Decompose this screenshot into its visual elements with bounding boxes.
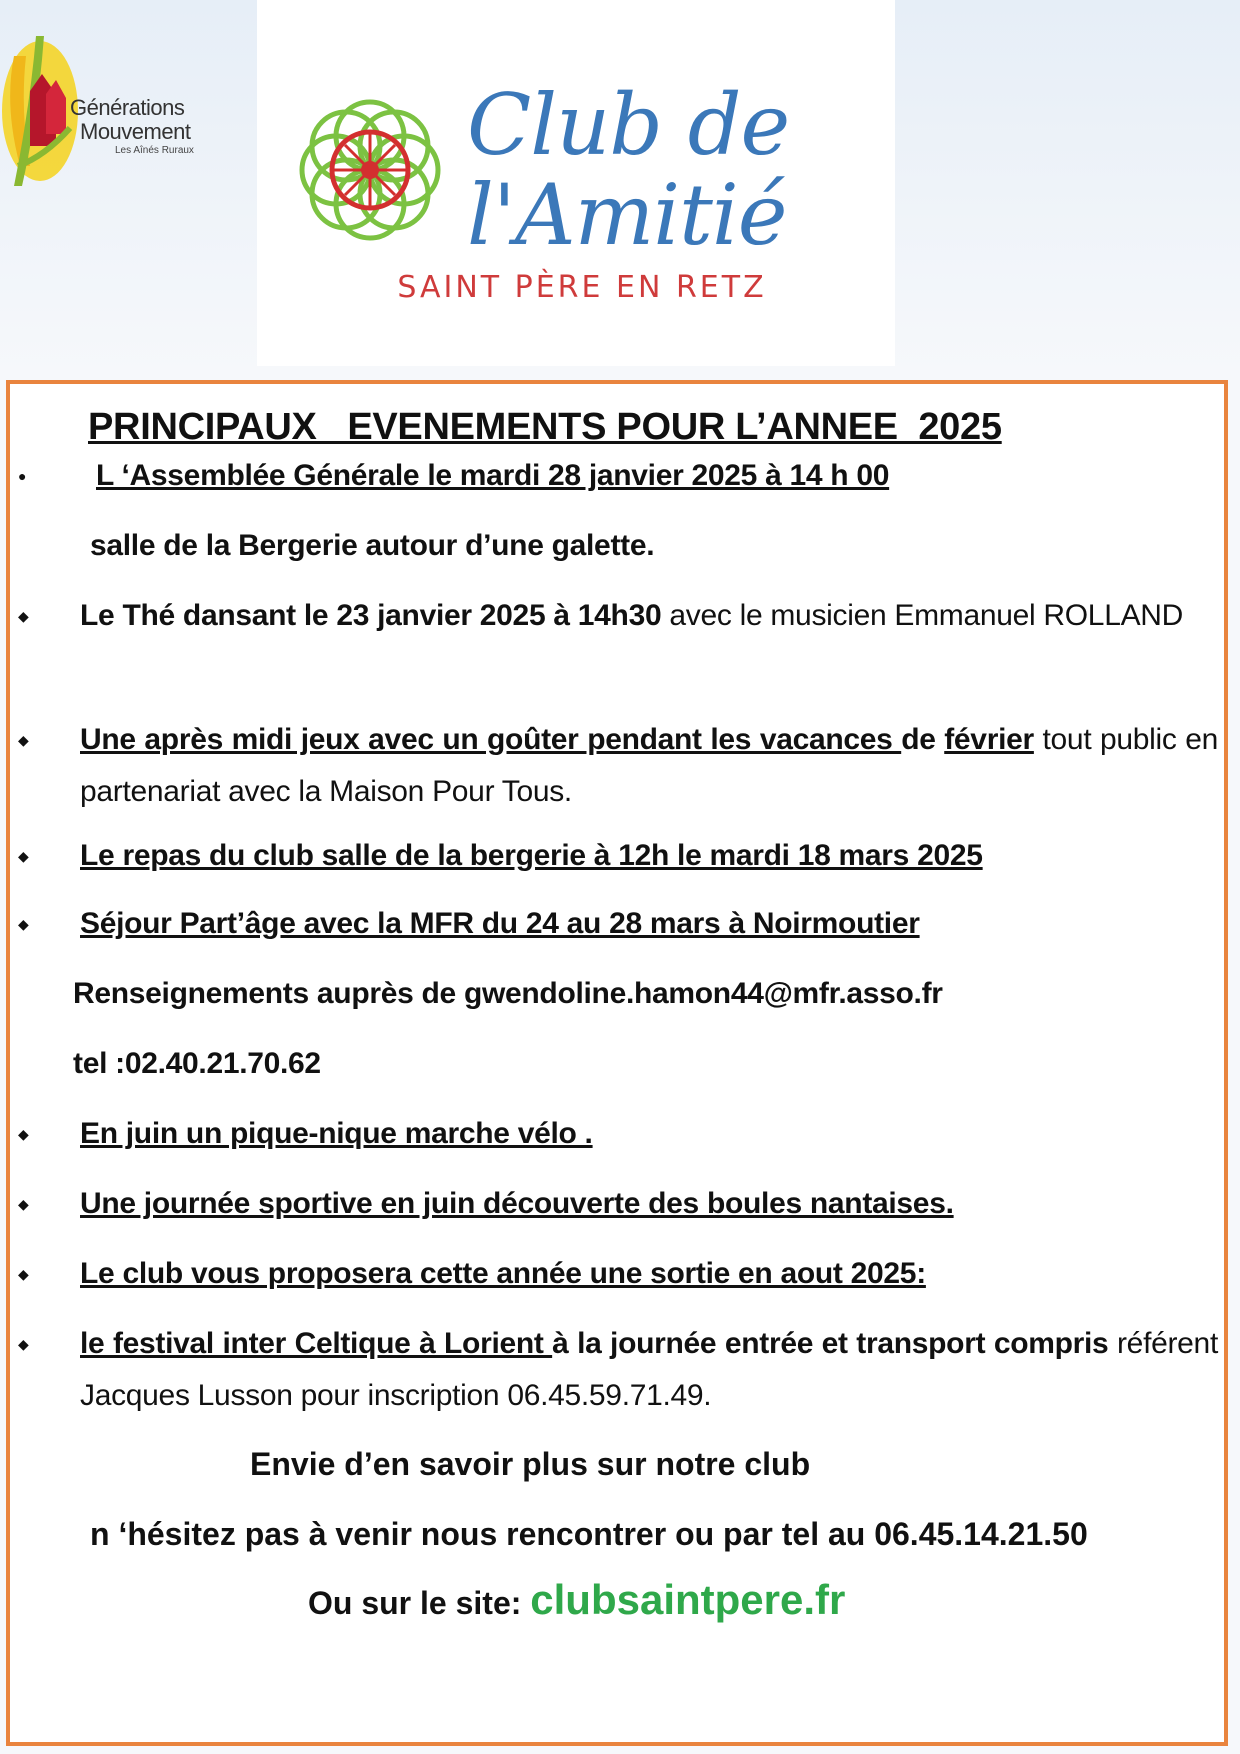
bullet-diamond-icon: ◆ bbox=[18, 1336, 29, 1352]
event-assemblee-title: L ‘Assemblée Générale le mardi 28 janvier 2025 à 14 h 00 bbox=[96, 459, 890, 492]
event-jeux-title: Une après midi jeux avec un goûter pendant les vacances bbox=[80, 723, 902, 756]
footer-line2: n ‘hésitez pas à venir nous rencontrer ou par tel au 06.45.14.21.50 bbox=[90, 1516, 1088, 1552]
club-town: SAINT PÈRE EN RETZ bbox=[397, 270, 767, 305]
event-repas-title: Le repas du club salle de la bergerie à 12h le mardi 18 mars 2025 bbox=[80, 839, 983, 872]
page-title: PRINCIPAUX EVENEMENTS POUR L’ANNEE 2025 bbox=[88, 406, 1002, 448]
event-assemblee-detail: salle de la Bergerie autour d’une galette. bbox=[90, 529, 655, 562]
club-logo bbox=[257, 0, 895, 366]
event-festival-title: le festival inter Celtique à Lorient bbox=[80, 1327, 553, 1360]
club-name-line1: Club de bbox=[467, 76, 790, 174]
bullet-diamond-icon: ◆ bbox=[18, 732, 29, 748]
event-festival-included: à la journée entrée et transport compris bbox=[552, 1327, 1109, 1360]
footer-line1: Envie d’en savoir plus sur notre club bbox=[250, 1446, 811, 1482]
bullet-diamond-icon: ◆ bbox=[18, 848, 29, 864]
event-pique-nique-title: En juin un pique-nique marche vélo . bbox=[80, 1117, 593, 1150]
club-website-link[interactable]: clubsaintpere.fr bbox=[530, 1576, 846, 1623]
gm-logo-line2: Mouvement bbox=[80, 119, 191, 144]
bullet-diamond-icon: ◆ bbox=[18, 1266, 29, 1282]
bullet-dot-icon: ● bbox=[18, 468, 27, 484]
event-sortie-title: Le club vous proposera cette année une sortie en aout 2025: bbox=[80, 1257, 926, 1290]
bullet-diamond-icon: ◆ bbox=[18, 608, 29, 624]
bullet-diamond-icon: ◆ bbox=[18, 1196, 29, 1212]
footer-site-line bbox=[10, 1574, 1224, 1629]
footer-site-label: Ou sur le site: bbox=[308, 1585, 531, 1621]
flower-rosette-icon bbox=[292, 92, 448, 248]
event-jeux-detail: tout public en partenariat avec la Maison Pour Tous. bbox=[80, 723, 1218, 808]
event-jeux-month: février bbox=[944, 723, 1034, 756]
events-frame bbox=[6, 380, 1228, 1746]
event-sejour-title: Séjour Part’âge avec la MFR du 24 au 28 mars à Noirmoutier bbox=[80, 907, 920, 940]
event-sejour-tel: tel :02.40.21.70.62 bbox=[73, 1047, 321, 1080]
event-festival-referent: référent Jacques Lusson pour inscription 06.45.59.71.49. bbox=[80, 1327, 1218, 1412]
bullet-diamond-icon: ◆ bbox=[18, 916, 29, 932]
event-sejour-contact: Renseignements auprès de gwendoline.hamon44@mfr.asso.fr bbox=[73, 977, 943, 1010]
event-jeux-de: de bbox=[901, 723, 945, 756]
club-name-line2: l'Amitié bbox=[467, 166, 787, 264]
event-the-dansant-detail: avec le musicien Emmanuel ROLLAND bbox=[661, 599, 1184, 632]
gm-logo-line1: Générations bbox=[70, 95, 185, 120]
event-the-dansant-title: Le Thé dansant le 23 janvier 2025 à 14h30 bbox=[80, 599, 662, 632]
gm-logo-tagline: Les Aînés Ruraux bbox=[115, 145, 194, 156]
bullet-diamond-icon: ◆ bbox=[18, 1126, 29, 1142]
event-sportive-title: Une journée sportive en juin découverte des boules nantaises. bbox=[80, 1187, 954, 1220]
